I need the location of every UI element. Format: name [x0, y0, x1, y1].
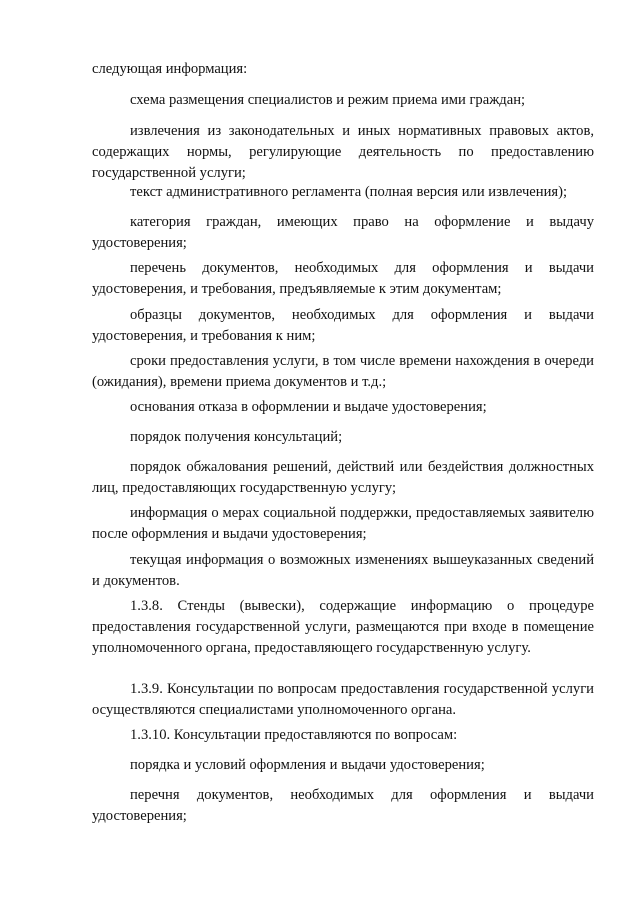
paragraph-documents-needed: перечня документов, необходимых для оформления и выдачи удостоверения; — [92, 787, 594, 824]
paragraph-appeal: порядок обжалования решений, действий или бездействия должностных лиц, предоставляющих государственную услугу; — [92, 459, 594, 496]
paragraph-social-support: информация о мерах социальной поддержки, предоставляемых заявителю после оформления и выдачи удостоверения; — [92, 505, 594, 542]
paragraph-clause-1-3-8: 1.3.8. Стенды (вывески), содержащие информацию о процедуре предоставления государственной услуги, размещаются при входе в помещение уполномоченного органа, предоставляющего государственную услугу. — [92, 598, 594, 656]
paragraph-clause-1-3-9: 1.3.9. Консультации по вопросам предоставления государственной услуги осуществляются специалистами уполномоченного органа. — [92, 681, 594, 718]
paragraph-current-info: текущая информация о возможных изменениях вышеуказанных сведений и документов. — [92, 552, 594, 589]
paragraph-info-intro: следующая информация: — [92, 61, 248, 77]
paragraph-extracts: извлечения из законодательных и иных нормативных правовых актов, содержащих нормы, регулирующие деятельность по предоставлению государственной услуги; — [92, 123, 594, 181]
paragraph-order-conditions: порядка и условий оформления и выдачи удостоверения; — [130, 757, 485, 773]
paragraph-clause-1-3-10: 1.3.10. Консультации предоставляются по вопросам: — [130, 727, 458, 743]
paragraph-document-samples: образцы документов, необходимых для оформления и выдачи удостоверения, и требования к ним; — [92, 307, 594, 344]
paragraph-documents-list: перечень документов, необходимых для оформления и выдачи удостоверения, и требования, предъявляемые к этим документам; — [92, 260, 594, 297]
paragraph-scheme: схема размещения специалистов и режим приема ими граждан; — [130, 92, 526, 108]
paragraph-regulation-text: текст административного регламента (полная версия или извлечения); — [130, 184, 568, 200]
paragraph-service-terms: сроки предоставления услуги, в том числе времени нахождения в очереди (ожидания), времени приема документов и т.д.; — [92, 353, 594, 390]
paragraph-categories: категория граждан, имеющих право на оформление и выдачу удостоверения; — [92, 214, 594, 251]
paragraph-consultations: порядок получения консультаций; — [130, 429, 343, 445]
paragraph-refusal-grounds: основания отказа в оформлении и выдаче удостоверения; — [130, 399, 487, 415]
